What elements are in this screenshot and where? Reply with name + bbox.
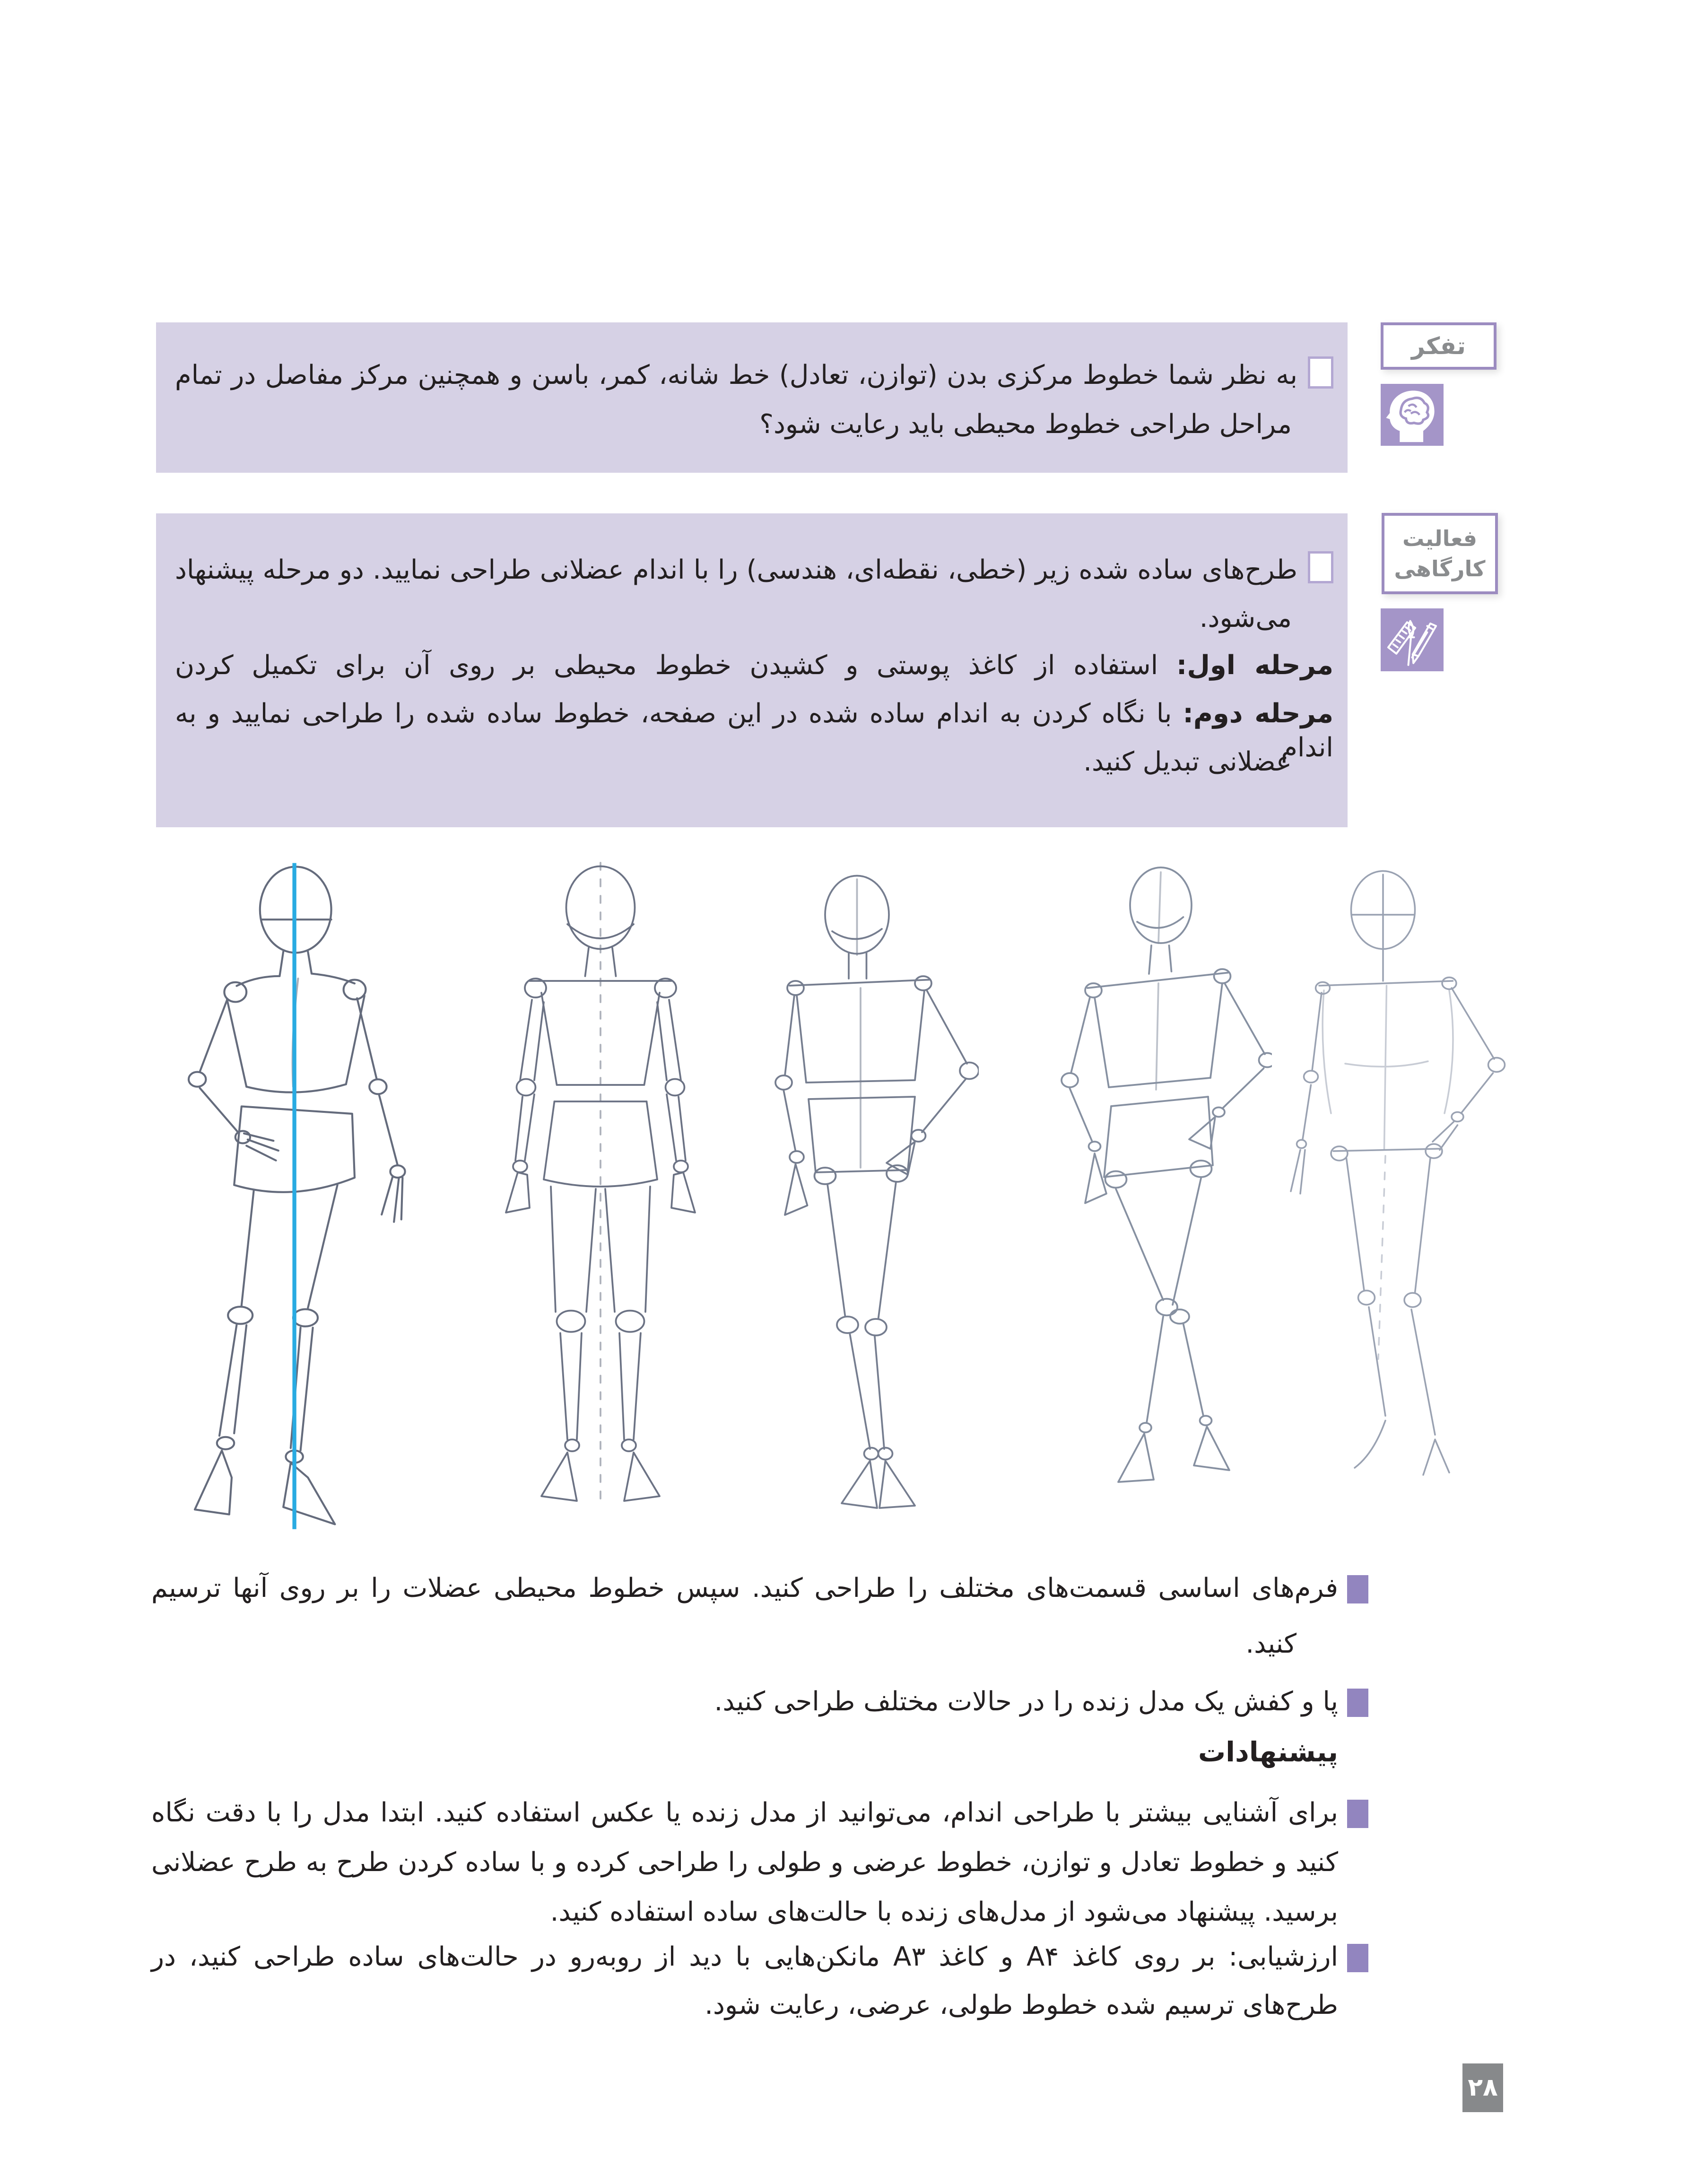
croquis-mannequin-balance-line [170, 856, 416, 1544]
croquis-geometric-walking [1035, 858, 1272, 1520]
bullet3-line1: برای آشنایی بیشتر با طراحی اندام، می‌توانید از مدل زنده یا عکس استفاده کنید. ابتدا مدل را با دقت نگاه [151, 1797, 1338, 1828]
croquis-stick-light [1272, 863, 1508, 1525]
croquis-figure-3 [742, 860, 979, 1522]
croquis-figure-1 [170, 856, 416, 1544]
step2-text: با نگاه کردن به اندام ساده شده در این صفحه، خطوط ساده شده را طراحی نمایید و به اندام [175, 698, 1333, 763]
think-question-line2: مراحل طراحی خطوط محیطی باید رعایت شود؟ [759, 409, 1292, 440]
activity-text1: طرح‌های ساده شده زیر (خطی، نقطه‌ای، هندسی) را با اندام عضلانی طراحی نمایید. دو مرحله پیشنهاد [175, 555, 1297, 585]
brain-icon [1381, 384, 1444, 446]
bullet3-line2: کنید و خطوط تعادل و توازن، خطوط عرضی و طولی را طراحی کرده و با ساده کردن طرح به طرح عضلانی [151, 1847, 1338, 1878]
bullet3-line3: برسید. پیشنهاد می‌شود از مدل‌های زنده با حالت‌های ساده استفاده کنید. [550, 1897, 1338, 1927]
activity-label-line1: فعالیت [1402, 526, 1478, 551]
bullet4-line2: طرح‌های ترسیم شده خطوط طولی، عرضی، رعایت شود. [705, 1990, 1338, 2020]
bullet4-line1: ارزشیابی: بر روی کاغذ A۴ و کاغذ A۳ مانکن‌هایی با دید از روبه‌رو در حالت‌های ساده طراحی کنید، در [151, 1941, 1338, 1972]
brain-icon-svg [1381, 384, 1444, 446]
page-number-badge: ۲۸ [1462, 2063, 1503, 2112]
activity-line2: می‌شود. [1199, 603, 1292, 633]
bullet1-line1: فرم‌های اساسی قسمت‌های مختلف را طراحی کنید. سپس خطوط محیطی عضلات را بر روی آنها ترسیم [151, 1573, 1338, 1603]
step1-label: مرحله اول: [1176, 650, 1334, 681]
drawing-tools-icon [1381, 608, 1444, 671]
think-question-text1: به نظر شما خطوط مرکزی بدن (توازن، تعادل) خط شانه، کمر، باسن و همچنین مرکز مفاصل در تمام [175, 360, 1297, 390]
bullet-square-icon [1347, 1575, 1368, 1603]
croquis-geometric-front [742, 860, 979, 1522]
croquis-figure-4 [1035, 858, 1272, 1520]
activity-line5: عضلانی تبدیل کنید. [1083, 746, 1292, 777]
step2-label: مرحله دوم: [1183, 698, 1333, 729]
activity-line1 [175, 551, 1333, 587]
suggestions-heading: پیشنهادات [1198, 1736, 1338, 1768]
croquis-figure-5 [1272, 863, 1508, 1525]
activity-label-line2: کارگاهی [1394, 556, 1486, 581]
checkbox-icon [1308, 551, 1333, 583]
bullet1-line2: کنید. [1245, 1629, 1296, 1659]
bullet-square-icon [1347, 1800, 1368, 1828]
bullet-square-icon [1347, 1944, 1368, 1972]
bullet-square-icon [1347, 1689, 1368, 1717]
croquis-mannequin-front [482, 858, 719, 1520]
step1-text: استفاده از کاغذ پوستی و کشیدن خطوط محیطی بر روی آن برای تکمیل کردن [175, 650, 1176, 681]
activity-step1-line [175, 649, 1333, 683]
activity-box [156, 513, 1348, 827]
drawing-tools-icon-svg [1381, 608, 1444, 671]
bullet2-line: پا و کفش یک مدل زنده را در حالات مختلف طراحی کنید. [714, 1686, 1338, 1717]
think-question-box [156, 322, 1348, 473]
think-label: تفکر [1381, 322, 1497, 370]
activity-label [1382, 513, 1498, 594]
croquis-figure-2 [482, 858, 719, 1520]
think-question-line1 [175, 356, 1333, 392]
checkbox-icon [1308, 356, 1333, 389]
